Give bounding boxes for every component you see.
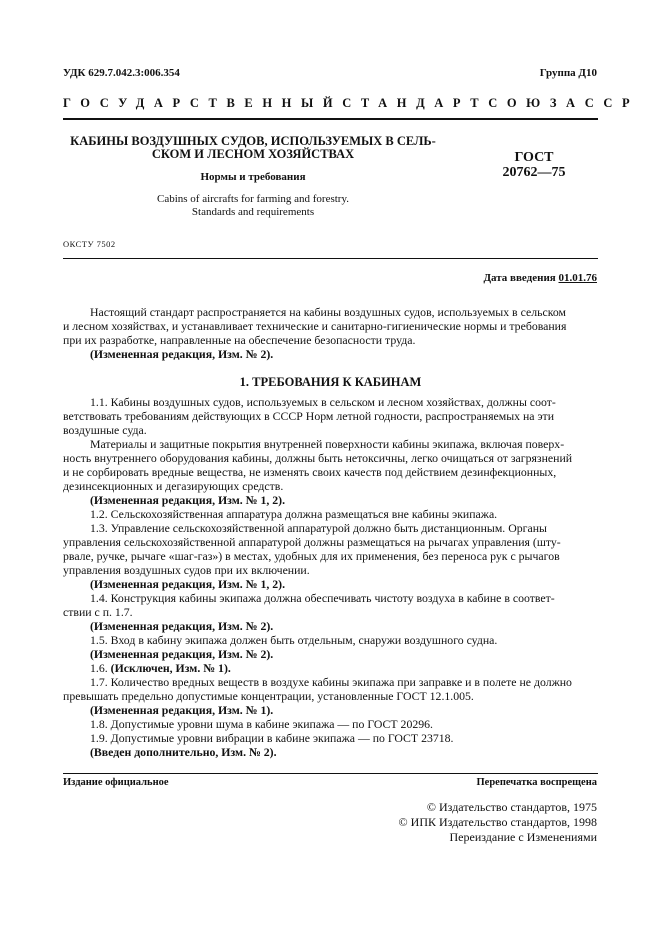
section-heading: 1. ТРЕБОВАНИЯ К КАБИНАМ <box>239 375 422 389</box>
clause-line: 1.4. Конструкция кабины экипажа должна обеспечивать чистоту воздуха в кабине в соответ- <box>90 591 555 605</box>
english-title <box>63 193 443 219</box>
amendment-note: (Измененная редакция, Изм. № 2). <box>90 647 274 661</box>
clause-line: и не сорбировать вредные вещества, не изменять своих качеств под действием дезинфекционных, <box>63 465 557 479</box>
clause-line: 1.7. Количество вредных веществ в воздухе кабины экипажа при заправке и в полете не должно <box>90 675 572 689</box>
state-word: СОЮЗА <box>488 96 585 110</box>
title-line: КАБИНЫ ВОЗДУШНЫХ СУДОВ, ИСПОЛЬЗУЕМЫХ В СЕЛЬ- <box>70 134 436 148</box>
clause-line: 1.3. Управление сельскохозяйственной аппаратурой должно быть дистанционным. Органы <box>90 521 547 535</box>
english-title-line: Cabins of aircrafts for farming and forestry. <box>156 193 350 205</box>
clause-line: рвале, ручке, рычаге «шаг-газ») в местах, удобных для их применения, без переноса рук с рычагов <box>63 549 560 563</box>
clause-line: ветствовать требованиям действующих в СССР Норм летной годности, распространяемых на эти <box>63 409 555 423</box>
amendment-note: (Измененная редакция, Изм. № 1). <box>90 703 274 717</box>
udk-code: УДК 629.7.042.3:006.354 <box>63 67 180 79</box>
state-standard-banner <box>63 96 640 111</box>
title-line: СКОМ И ЛЕСНОМ ХОЗЯЙСТВАХ <box>151 147 355 161</box>
clause-line: 1.9. Допустимые уровни вибрации в кабине экипажа — по ГОСТ 23718. <box>90 731 454 745</box>
amendment-note: (Введен дополнительно, Изм. № 2). <box>90 745 277 759</box>
state-word: ССР <box>584 96 640 110</box>
clause-number: 1.6. <box>90 661 108 675</box>
clause-line: дезинсекционных и дегазирующих средств. <box>63 479 284 493</box>
clause-line <box>90 662 598 675</box>
reprint-prohibited-label: Перепечатка воспрещена <box>476 777 597 788</box>
clause-line: управления воздушных судов при их включении. <box>63 563 310 577</box>
clause-line: управления сельскохозяйственной аппаратурой должны размещаться на рычагах управления (шту- <box>63 535 561 549</box>
intro-date-label: Дата введения <box>483 272 556 284</box>
document-title <box>63 135 443 161</box>
clause-line: 1.1. Кабины воздушных судов, используемых в сельском и лесном хозяйствах, должны соот- <box>90 395 556 409</box>
copyright-line: © Издательство стандартов, 1975 <box>426 800 597 814</box>
clause-line: 1.5. Вход в кабину экипажа должен быть отдельным, снаружи воздушного судна. <box>90 633 498 647</box>
official-edition-label: Издание официальное <box>63 777 169 788</box>
intro-line: Настоящий стандарт распространяется на кабины воздушных судов, используемых в сельском <box>90 305 566 319</box>
clause-line: 1.8. Допустимые уровни шума в кабине экипажа — по ГОСТ 20296. <box>90 717 433 731</box>
gost-label: ГОСТ <box>514 150 554 165</box>
clause-line: превышать предельно допустимые концентрации, установленные ГОСТ 12.1.005. <box>63 689 474 703</box>
amendment-note: (Измененная редакция, Изм. № 2). <box>90 347 274 361</box>
top-divider <box>63 118 598 120</box>
amendment-note: (Измененная редакция, Изм. № 1, 2). <box>90 493 286 507</box>
group-code: Группа Д10 <box>539 67 597 79</box>
amendment-note: (Измененная редакция, Изм. № 1, 2). <box>90 577 286 591</box>
english-title-line: Standards and requirements <box>191 206 315 218</box>
footer-divider <box>63 773 598 774</box>
gost-number: 20762—75 <box>502 165 566 180</box>
header-divider <box>63 258 598 259</box>
excluded-note: (Исключен, Изм. № 1). <box>110 661 231 675</box>
clause-line: ствии с п. 1.7. <box>63 605 133 619</box>
state-word: СТАНДАРТ <box>342 96 489 110</box>
clause-line: 1.2. Сельскохозяйственная аппаратура должна размещаться вне кабины экипажа. <box>90 507 498 521</box>
state-word: ГОСУДАРСТВЕННЫЙ <box>63 96 343 110</box>
clause-line: ность внутреннего оборудования кабины, должны быть нетоксичны, легко очищаться от загрязнений <box>63 451 573 465</box>
okstu-code: ОКСТУ 7502 <box>63 239 116 249</box>
intro-date <box>483 272 597 284</box>
document-subtitle: Нормы и требования <box>200 171 306 183</box>
intro-line: при их разработке, направленные на обеспечение безопасности труда. <box>63 333 416 347</box>
amendment-note: (Измененная редакция, Изм. № 2). <box>90 619 274 633</box>
reissue-note: Переиздание с Изменениями <box>449 830 597 844</box>
intro-date-value: 01.01.76 <box>558 272 597 284</box>
copyright-line: © ИПК Издательство стандартов, 1998 <box>398 815 597 829</box>
clause-line: воздушные суда. <box>63 423 147 437</box>
clause-line: Материалы и защитные покрытия внутренней поверхности кабины экипажа, включая поверх- <box>90 437 565 451</box>
gost-designation <box>474 150 594 180</box>
intro-line: и лесном хозяйствах, и устанавливает технические и санитарно-гигиенические нормы и требования <box>63 319 567 333</box>
